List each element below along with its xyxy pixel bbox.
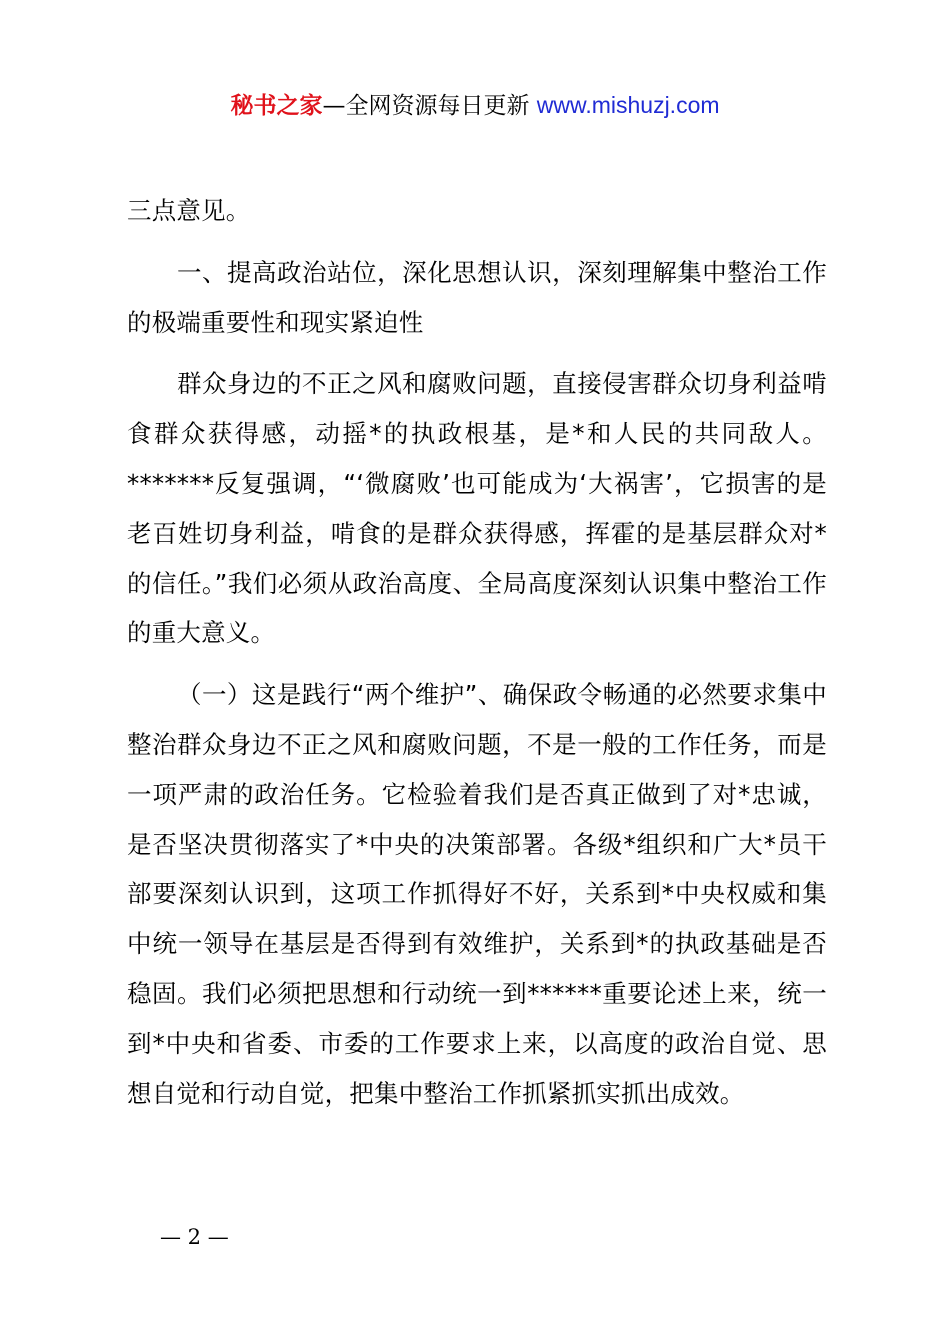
document-body <box>127 186 827 1118</box>
paragraph-intro-ending: 三点意见。 <box>127 196 251 225</box>
paragraph-body-1: 群众身边的不正之风和腐败问题，直接侵害群众切身利益啃食群众获得感，动摇*的执政根基，是*和人民的共同敌人。*******反复强调，“‘微腐败’也可能成为‘大祸害’，它损害的是老百姓切身利益，啃食的是群众获得感，挥霍的是基层群众对*的信任。”我们必须从政治高度、全局高度深刻认识集中整治工作的重大意义。 <box>127 369 827 648</box>
paragraph-body-2: （一）这是践行“两个维护”、确保政令畅通的必然要求集中整治群众身边不正之风和腐败问题，不是一般的工作任务，而是一项严肃的政治任务。它检验着我们是否真正做到了对*忠诚，是否坚决贯彻落实了*中央的决策部署。各级*组织和广大*员干部要深刻认识到，这项工作抓得好不好，关系到*中央权威和集中统一领导在基层是否得到有效维护，关系到*的执政基础是否稳固。我们必须把思想和行动统一到******重要论述上来，统一到*中央和省委、市委的工作要求上来，以高度的政治自觉、思想自觉和行动自觉，把集中整治工作抓紧抓实抓出成效。 <box>127 680 827 1108</box>
section-heading-one: 一、提高政治站位，深化思想认识，深刻理解集中整治工作的极端重要性和现实紧迫性 <box>127 257 827 337</box>
page-number: — 2 — <box>160 1225 229 1249</box>
site-tagline: —全网资源每日更新 <box>322 93 530 119</box>
site-url-link[interactable]: www.mishuzj.com <box>536 92 720 118</box>
site-header <box>0 88 950 123</box>
site-brand: 秘书之家 <box>230 93 323 119</box>
